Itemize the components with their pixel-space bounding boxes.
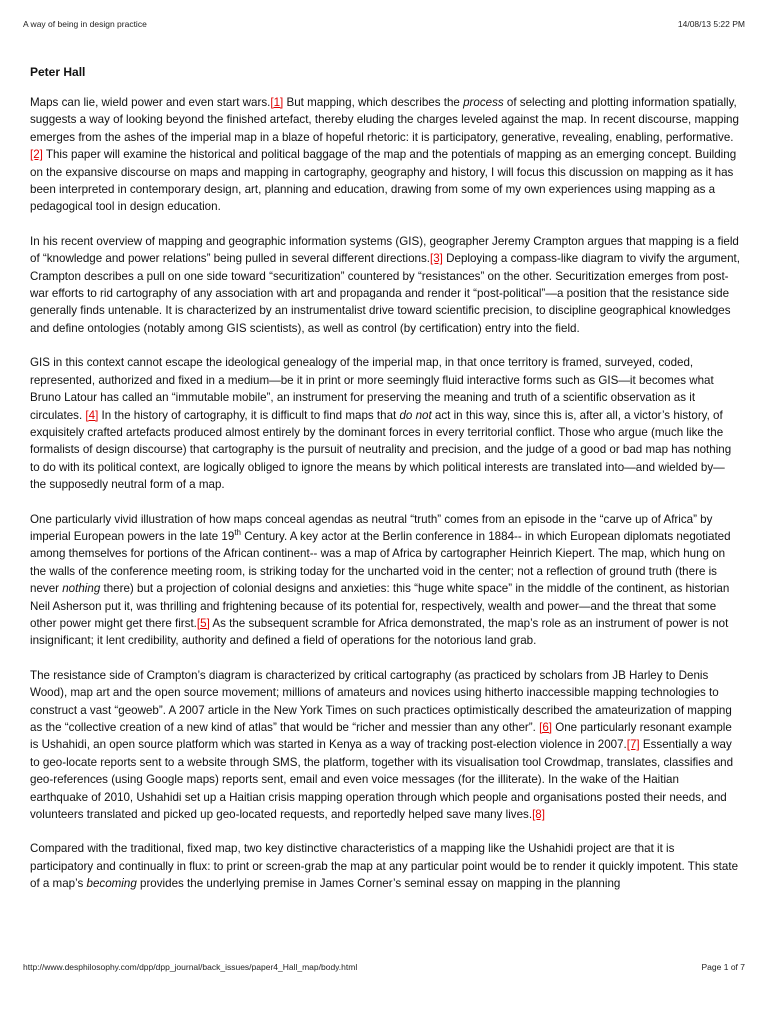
document-title: A way of being in design practice [23,19,147,29]
paragraph-1: Maps can lie, wield power and even start wars.[1] But mapping, which describes the process of selecting and plotting information spatially, suggests a way of looking beyond the finished artefact, thereby eluding the charges leveled against the map. In recent discourse, mapping emerges from the ashes of the imperial map in a blaze of hopeful rhetoric: it is participatory, generative, revealing, enabling, performative.[2] This paper will examine the historical and political baggage of the map and the potentials of mapping as an emerging concept. Building on the expansive discourse on maps and mapping in cartography, geography and history, I will focus this discussion on mapping as it has been interpreted in contemporary design, art, planning and education, drawing from some of my own experiences using mapping as a pedagogical tool in design education. [30,96,739,214]
print-datetime: 14/08/13 5:22 PM [677,19,745,29]
print-header [23,19,745,29]
paragraph-5: The resistance side of Crampton’s diagram is characterized by critical cartography (as practiced by scholars from JB Harley to Denis Wood), map art and the open source movement; millions of amateurs and novices using hitherto inaccessible mapping technologies to construct a vast “geoweb”. A 2007 article in the New York Times on such practices optimistically described the amateurization of mapping as the “collective creation of a new kind of atlas” that would be “richer and messier than any other”. [6] One particularly resonant example is Ushahidi, an open source platform which was started in Kenya as a way of tracking post-election violence in 2007.[7] Essentially a way to geo-locate reports sent to a website through SMS, the platform, together with its visualisation tool Crowdmap, translates, classifies and geo-references (using Google maps) reports sent, email and even voice messages (for the illiterate). In the wake of the Haitian earthquake of 2010, Ushahidi set up a Haitian crisis mapping operation through which people and organisations posted their needs, and volunteers translated and picked up geo-located requests, and reportedly helped save many lives.[8] [30,668,734,822]
footnote-link-1[interactable]: [1] [270,96,284,109]
paragraph-4: One particularly vivid illustration of how maps conceal agendas as neutral “truth” comes from an episode in the “carve up of Africa” by imperial European powers in the late 19th Century. A key actor at the Berlin conference in 1884-- in which European diplomats negotiated among themselves for portions of the African continent-- was a map of Africa by cartographer Heinrich Kiepert. The map, which hung on the walls of the conference meeting room, is striking today for the uncharted void in the center; not a reflection of ground truth (there is never nothing there) but a projection of colonial designs and anxieties: this “huge white space” in the middle of the continent, as historian Neil Asherson put it, was thrilling and frightening because of its potential for, respectively, wealth and power—and the threat that some other power might get there first.[5] As the subsequent scramble for Africa demonstrated, the map’s role as an instrument of power is not insignificant; it lent credibility, authority and defined a field of operations for the notorious land grab. [30,512,731,648]
source-url: http://www.desphilosophy.com/dpp/dpp_journal/back_issues/paper4_Hall_map/body.html [23,962,358,972]
paragraph-2: In his recent overview of mapping and geographic information systems (GIS), geographer Jeremy Crampton argues that mapping is a field of “knowledge and power relations” being pulled in several different directions.[3] Deploying a compass-like diagram to vivify the argument, Crampton describes a pull on one side toward “securitization” countered by “resistances” on the other. Securitization emerges from post-war efforts to rid cartography of any association with art and propaganda and render it “post-political”—a position that the resistance side generally finds untenable. It is characterized by an instrumentalist drive toward scientific precision, to discipline geographical knowledges and define ontologies (notably among GIS scientists), as well as control (by certification) entry into the field. [30,234,740,335]
footnote-link-8[interactable]: [8] [532,808,545,822]
paragraph-3: GIS in this context cannot escape the ideological genealogy of the imperial map, in that once territory is framed, surveyed, coded, represented, authorized and fixed in a medium—be it in print or more seemingly fluid interactive forms such as GIS—it becomes what Bruno Latour has called an “immutable mobile”, an instrument for preserving the meaning and truth of a scientific observation as it circulates. [4] In the history of cartography, it is difficult to find maps that do not act in this way, since this is, after all, a victor’s history, of exquisitely crafted artefacts produced almost entirely by the dominant forces in every territorial conflict. Those who argue (much like the formalists of design discourse) that cartography is the pursuit of neutrality and precision, and the judge of a good or bad map has nothing to do with its political context, are logically obliged to ignore the means by which political interests are translated into—and wielded by—the supposedly neutral form of a map. [30,356,732,492]
author-name: Peter Hall [30,65,86,79]
footnote-link-7[interactable]: [7] [626,738,640,752]
page-number: Page 1 of 7 [701,962,745,972]
footnote-link-3[interactable]: [3] [430,252,443,266]
footnote-link-4[interactable]: [4] [85,408,99,422]
paragraph-6: Compared with the traditional, fixed map, two key distinctive characteristics of a mapping like the Ushahidi project are that it is participatory and continually in flux: to print or screen-grab the map at any particular point would be to render it quickly impotent. This state of a map’s becoming provides the underlying premise in James Corner’s seminal essay on mapping in the planning [30,842,739,891]
footnote-link-2[interactable]: [2] [30,148,43,162]
footnote-link-6[interactable]: [6] [539,721,552,734]
footnote-link-5[interactable]: [5] [196,616,210,630]
print-footer [23,962,745,972]
article-body [30,64,740,910]
